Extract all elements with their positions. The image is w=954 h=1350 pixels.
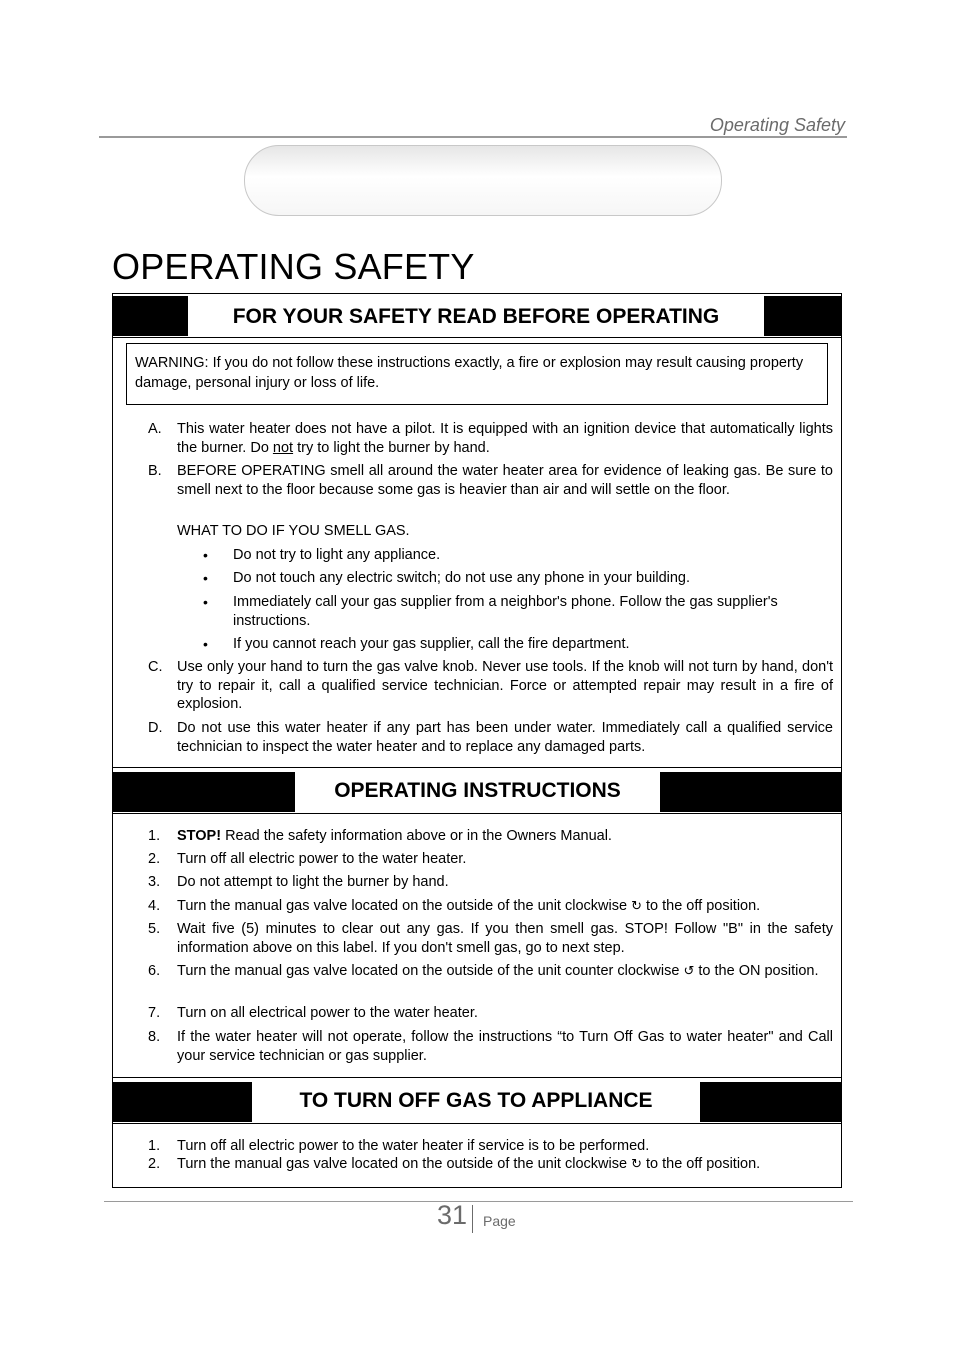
step-marker: 4. (148, 898, 161, 914)
bullet-item: Do not touch any electric switch; do not use any phone in your building. (233, 570, 691, 586)
operating-step-1: STOP! Read the safety information above or in the Owners Manual. (177, 828, 612, 844)
safety-item-d: Do not use this water heater if any part has been under water. Immediately call a qualified service technician to inspect the water heater and to replace any damaged parts. (177, 720, 833, 755)
item-marker: C. (148, 659, 163, 675)
step-marker: 6. (148, 963, 161, 979)
bullet-item: Immediately call your gas supplier from a neighbor's phone. Follow the gas supplier's instructions. (233, 594, 778, 629)
clockwise-arrow-icon: ↻ (631, 899, 642, 914)
item-marker: B. (148, 463, 162, 479)
turn-off-step-1: Turn off all electric power to the water heater if service is to be performed. (177, 1138, 650, 1154)
header-bar-right (700, 1082, 841, 1122)
bullet-icon: • (203, 570, 208, 586)
page-label: Page (483, 1213, 516, 1229)
step-marker: 3. (148, 874, 161, 890)
safety-heading: FOR YOUR SAFETY READ BEFORE OPERATING (232, 305, 720, 328)
step-marker: 5. (148, 921, 161, 937)
stop-emphasis: STOP! (177, 828, 222, 844)
step-marker: 2. (148, 1156, 161, 1172)
page-number: 31 (437, 1200, 468, 1230)
section-header: Operating Safety (709, 115, 845, 135)
step-marker: 1. (148, 828, 161, 844)
clockwise-arrow-icon: ↻ (631, 1157, 642, 1172)
counterclockwise-arrow-icon: ↺ (683, 964, 695, 979)
operating-step-8: If the water heater will not operate, follow the instructions “to Turn Off Gas to water heater" and Call your service technician or gas supplier. (177, 1029, 833, 1064)
page-separator (472, 1205, 473, 1233)
decorative-pill-banner (244, 145, 722, 216)
operating-step-6: Turn the manual gas valve located on the outside of the unit counter clockwise ↺ to the ON position. (177, 963, 819, 979)
safety-item-b: BEFORE OPERATING smell all around the water heater area for evidence of leaking gas. Be sure to smell next to the floor because some gas is heavier than air and will settle on the floor. (177, 463, 833, 498)
bullet-icon: • (203, 594, 208, 610)
divider (112, 1077, 842, 1078)
bullet-item: Do not try to light any appliance. (233, 547, 441, 563)
header-bar-left (113, 1082, 252, 1122)
header-bar-right (660, 772, 841, 812)
turn-off-heading: TO TURN OFF GAS TO APPLIANCE (299, 1089, 653, 1112)
step-marker: 2. (148, 851, 161, 867)
item-marker: A. (148, 421, 162, 437)
turn-off-step-2: Turn the manual gas valve located on the outside of the unit clockwise ↻ to the off position. (177, 1156, 761, 1172)
footer-rule (104, 1201, 853, 1202)
operating-step-5: Wait five (5) minutes to clear out any gas. If you then smell gas. STOP! Follow "B" in the safety information above on this label. If you don't smell gas, go to next step. (177, 921, 833, 956)
step-marker: 7. (148, 1005, 161, 1021)
operating-step-4: Turn the manual gas valve located on the outside of the unit clockwise ↻ to the off position. (177, 898, 761, 914)
operating-step-3: Do not attempt to light the burner by hand. (177, 874, 449, 890)
divider (112, 337, 842, 338)
operating-step-2: Turn off all electric power to the water heater. (177, 851, 467, 867)
step-marker: 1. (148, 1138, 161, 1154)
header-bar-left (113, 772, 295, 812)
safety-item-c: Use only your hand to turn the gas valve knob. Never use tools. If the knob will not turn by hand, don't try to repair it, call a qualified service technician. Force or attempted repair may result in a fire of explosion. (177, 659, 833, 712)
divider (112, 1123, 842, 1124)
operating-heading: OPERATING INSTRUCTIONS (334, 779, 621, 802)
warning-text: WARNING: If you do not follow these instructions exactly, a fire or explosion may result causing property damage, personal injury or loss of life. (135, 355, 804, 391)
divider (112, 813, 842, 814)
header-bar-left (113, 296, 188, 336)
operating-step-7: Turn on all electrical power to the water heater. (177, 1005, 478, 1021)
header-bar-right (764, 296, 841, 336)
page-title: OPERATING SAFETY (112, 246, 475, 287)
smell-gas-heading: WHAT TO DO IF YOU SMELL GAS. (177, 523, 410, 539)
safety-item-a: This water heater does not have a pilot. It is equipped with an ignition device that automatically lights the burner. Do not try to light the burner by hand. (177, 421, 833, 456)
step-marker: 8. (148, 1029, 161, 1045)
bullet-item: If you cannot reach your gas supplier, call the fire department. (233, 636, 630, 652)
divider (112, 767, 842, 768)
bullet-icon: • (203, 547, 208, 563)
bullet-icon: • (203, 636, 208, 652)
header-rule (99, 136, 847, 138)
emphasis-not: not (272, 439, 294, 456)
item-marker: D. (148, 720, 163, 736)
